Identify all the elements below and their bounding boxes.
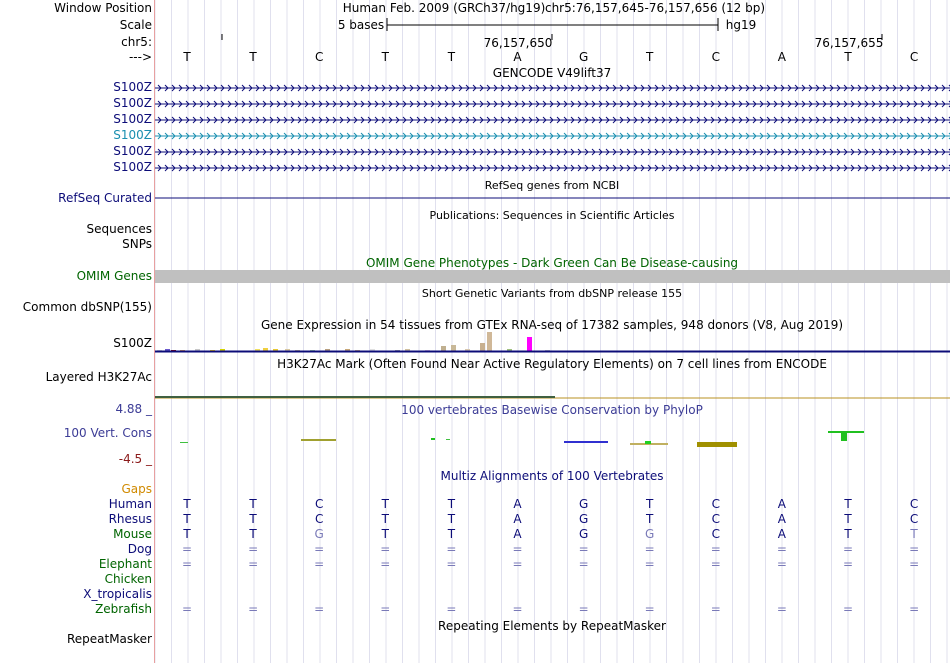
aligned-base: C bbox=[909, 512, 919, 526]
base-letter: C bbox=[711, 50, 720, 64]
aligned-base: G bbox=[578, 512, 589, 526]
phylop-mark bbox=[180, 442, 188, 443]
multiz-title: Multiz Alignments of 100 Vertebrates bbox=[440, 469, 664, 483]
aligned-base: = bbox=[842, 542, 854, 556]
aligned-base: T bbox=[381, 497, 389, 511]
aligned-base: = bbox=[776, 542, 787, 556]
aligned-base: T bbox=[249, 512, 257, 526]
aligned-base: = bbox=[512, 602, 523, 616]
aligned-base: = bbox=[181, 542, 193, 556]
aligned-base: T bbox=[844, 512, 852, 526]
phylop-track-label[interactable]: 100 Vert. Cons bbox=[63, 426, 152, 440]
coordinate-1: 76,157,650 bbox=[483, 36, 553, 50]
h3k27ac-track-label[interactable]: Layered H3K27Ac bbox=[45, 370, 152, 384]
base-letter: T bbox=[844, 50, 852, 64]
base-letter: G bbox=[578, 50, 589, 64]
phylop-mark bbox=[446, 439, 450, 440]
aligned-base: C bbox=[314, 497, 324, 511]
gencode-transcript-label[interactable]: S100Z bbox=[113, 128, 152, 142]
db-name: hg19 bbox=[725, 18, 757, 32]
aligned-base: = bbox=[446, 557, 457, 571]
window-position: chr5:76,157,645-76,157,656 (12 bp) bbox=[544, 1, 766, 15]
gencode-transcript-label[interactable]: S100Z bbox=[113, 96, 152, 110]
aligned-base: = bbox=[380, 602, 391, 616]
aligned-base: T bbox=[183, 527, 191, 541]
aligned-base: A bbox=[513, 527, 522, 541]
aligned-base: T bbox=[844, 497, 852, 511]
species-label[interactable]: Elephant bbox=[98, 557, 152, 571]
phylop-plot[interactable] bbox=[155, 420, 950, 470]
scale-label: Scale bbox=[119, 18, 152, 32]
aligned-base: = bbox=[380, 557, 391, 571]
sequences-track-label[interactable]: Sequences bbox=[86, 222, 152, 236]
phylop-mark bbox=[841, 432, 847, 441]
aligned-base: = bbox=[380, 542, 391, 556]
aligned-base: = bbox=[578, 602, 589, 616]
aligned-base: A bbox=[777, 527, 786, 541]
gtex-bar bbox=[451, 345, 456, 351]
strand-label: ---> bbox=[128, 50, 152, 64]
aligned-base: T bbox=[844, 527, 852, 541]
aligned-base: G bbox=[578, 527, 589, 541]
base-letter: T bbox=[381, 50, 389, 64]
species-label[interactable]: Dog bbox=[127, 542, 152, 556]
base-letter: A bbox=[513, 50, 522, 64]
base-letter: C bbox=[314, 50, 324, 64]
base-letter: T bbox=[646, 50, 654, 64]
phylop-mark bbox=[564, 441, 608, 443]
aligned-base: = bbox=[909, 557, 920, 571]
gtex-bar bbox=[487, 332, 492, 351]
refseq-gene-line[interactable] bbox=[155, 193, 950, 203]
species-label[interactable]: Human bbox=[108, 497, 152, 511]
aligned-base: G bbox=[314, 527, 324, 541]
gencode-transcript-label[interactable]: S100Z bbox=[113, 160, 152, 174]
aligned-base: T bbox=[447, 512, 456, 526]
aligned-base: T bbox=[447, 497, 456, 511]
aligned-base: C bbox=[711, 527, 720, 541]
aligned-base: = bbox=[248, 602, 259, 616]
chrom-label: chr5: bbox=[121, 35, 152, 49]
aligned-base: = bbox=[446, 542, 457, 556]
dbsnp-title: Short Genetic Variants from dbSNP release 155 bbox=[421, 287, 683, 300]
repeatmasker-track-label[interactable]: RepeatMasker bbox=[66, 632, 152, 646]
gtex-bar bbox=[441, 346, 446, 351]
assembly-name: Human Feb. 2009 (GRCh37/hg19) bbox=[342, 1, 546, 15]
aligned-base: = bbox=[710, 542, 721, 556]
aligned-base: = bbox=[710, 602, 721, 616]
aligned-base: T bbox=[646, 512, 654, 526]
aligned-base: = bbox=[644, 542, 655, 556]
snps-track-label[interactable]: SNPs bbox=[122, 237, 152, 251]
aligned-base: = bbox=[710, 557, 721, 571]
aligned-base: = bbox=[446, 602, 457, 616]
base-letter: T bbox=[183, 50, 191, 64]
aligned-base: C bbox=[314, 512, 324, 526]
aligned-base: T bbox=[910, 527, 918, 541]
gencode-title: GENCODE V49lift37 bbox=[492, 66, 612, 80]
aligned-base: = bbox=[314, 557, 325, 571]
species-label[interactable]: Zebrafish bbox=[95, 602, 152, 616]
aligned-base: = bbox=[842, 602, 854, 616]
aligned-base: A bbox=[513, 512, 522, 526]
aligned-base: = bbox=[644, 602, 655, 616]
aligned-base: = bbox=[578, 557, 589, 571]
omim-track-label[interactable]: OMIM Genes bbox=[76, 269, 152, 283]
base-letter: A bbox=[777, 50, 786, 64]
data-area[interactable] bbox=[155, 0, 950, 663]
species-label[interactable]: X_tropicalis bbox=[83, 587, 152, 601]
publications-title: Publications: Sequences in Scientific Articles bbox=[429, 209, 675, 222]
aligned-base: = bbox=[776, 602, 787, 616]
gtex-title: Gene Expression in 54 tissues from GTEx RNA-seq of 17382 samples, 948 donors (V8, Aug 2019) bbox=[260, 318, 844, 332]
aligned-base: G bbox=[645, 527, 655, 541]
phylop-mark bbox=[431, 438, 435, 440]
aligned-base: C bbox=[711, 497, 720, 511]
gencode-transcripts[interactable] bbox=[155, 80, 950, 180]
omim-title: OMIM Gene Phenotypes - Dark Green Can Be Disease-causing bbox=[365, 256, 739, 270]
aligned-base: = bbox=[314, 542, 325, 556]
aligned-base: T bbox=[249, 527, 257, 541]
aligned-base: = bbox=[181, 602, 193, 616]
phylop-mark bbox=[301, 439, 336, 441]
aligned-base: = bbox=[248, 542, 259, 556]
aligned-base: G bbox=[578, 497, 589, 511]
aligned-base: = bbox=[512, 542, 523, 556]
scale-bar bbox=[155, 0, 950, 40]
aligned-base: = bbox=[181, 557, 193, 571]
gencode-transcript-label[interactable]: S100Z bbox=[113, 144, 152, 158]
aligned-base: = bbox=[909, 602, 920, 616]
base-letter: C bbox=[909, 50, 919, 64]
aligned-base: = bbox=[909, 542, 920, 556]
aligned-base: T bbox=[381, 512, 389, 526]
phylop-mark bbox=[697, 442, 737, 447]
aligned-base: A bbox=[777, 497, 786, 511]
gtex-track-label[interactable]: S100Z bbox=[113, 336, 152, 350]
aligned-base: T bbox=[447, 527, 456, 541]
aligned-base: = bbox=[248, 557, 259, 571]
h3k27ac-signal[interactable] bbox=[155, 393, 950, 403]
aligned-base: T bbox=[381, 527, 389, 541]
aligned-base: A bbox=[513, 497, 522, 511]
gaps-label: Gaps bbox=[121, 482, 152, 496]
aligned-base: T bbox=[646, 497, 654, 511]
refseq-title: RefSeq genes from NCBI bbox=[484, 179, 620, 192]
aligned-base: = bbox=[314, 602, 325, 616]
base-letter: T bbox=[447, 50, 456, 64]
coordinate-2: 76,157,655 bbox=[814, 36, 884, 50]
window-position-label: Window Position bbox=[54, 1, 152, 15]
repeatmasker-title: Repeating Elements by RepeatMasker bbox=[438, 619, 666, 633]
omim-gene-bar[interactable] bbox=[155, 270, 950, 283]
aligned-base: T bbox=[183, 497, 191, 511]
gtex-bar bbox=[527, 337, 532, 351]
aligned-base: A bbox=[777, 512, 786, 526]
aligned-base: C bbox=[711, 512, 720, 526]
gencode-transcript-label[interactable]: S100Z bbox=[113, 112, 152, 126]
aligned-base: = bbox=[644, 557, 655, 571]
gtex-expression-bars[interactable] bbox=[155, 330, 950, 355]
phylop-title: 100 vertebrates Basewise Conservation by PhyloP bbox=[401, 403, 703, 417]
aligned-base: = bbox=[776, 557, 787, 571]
species-label[interactable]: Chicken bbox=[104, 572, 152, 586]
species-label[interactable]: Rhesus bbox=[108, 512, 152, 526]
species-label[interactable]: Mouse bbox=[113, 527, 152, 541]
phylop-max-label: 4.88 _ bbox=[115, 402, 152, 416]
gencode-transcript-label[interactable]: S100Z bbox=[113, 80, 152, 94]
phylop-min-label: -4.5 _ bbox=[118, 452, 152, 466]
phylop-mark bbox=[645, 441, 651, 444]
gtex-bar bbox=[480, 343, 485, 351]
aligned-base: = bbox=[842, 557, 854, 571]
h3k27ac-title: H3K27Ac Mark (Often Found Near Active Regulatory Elements) on 7 cell lines from ENCODE bbox=[277, 357, 827, 371]
aligned-base: = bbox=[512, 557, 523, 571]
scale-text: 5 bases bbox=[337, 18, 385, 32]
aligned-base: = bbox=[578, 542, 589, 556]
aligned-base: T bbox=[183, 512, 191, 526]
aligned-base: C bbox=[909, 497, 919, 511]
aligned-base: T bbox=[249, 497, 257, 511]
refseq-track-label[interactable]: RefSeq Curated bbox=[58, 191, 152, 205]
dbsnp-track-label[interactable]: Common dbSNP(155) bbox=[22, 300, 152, 314]
base-letter: T bbox=[249, 50, 257, 64]
